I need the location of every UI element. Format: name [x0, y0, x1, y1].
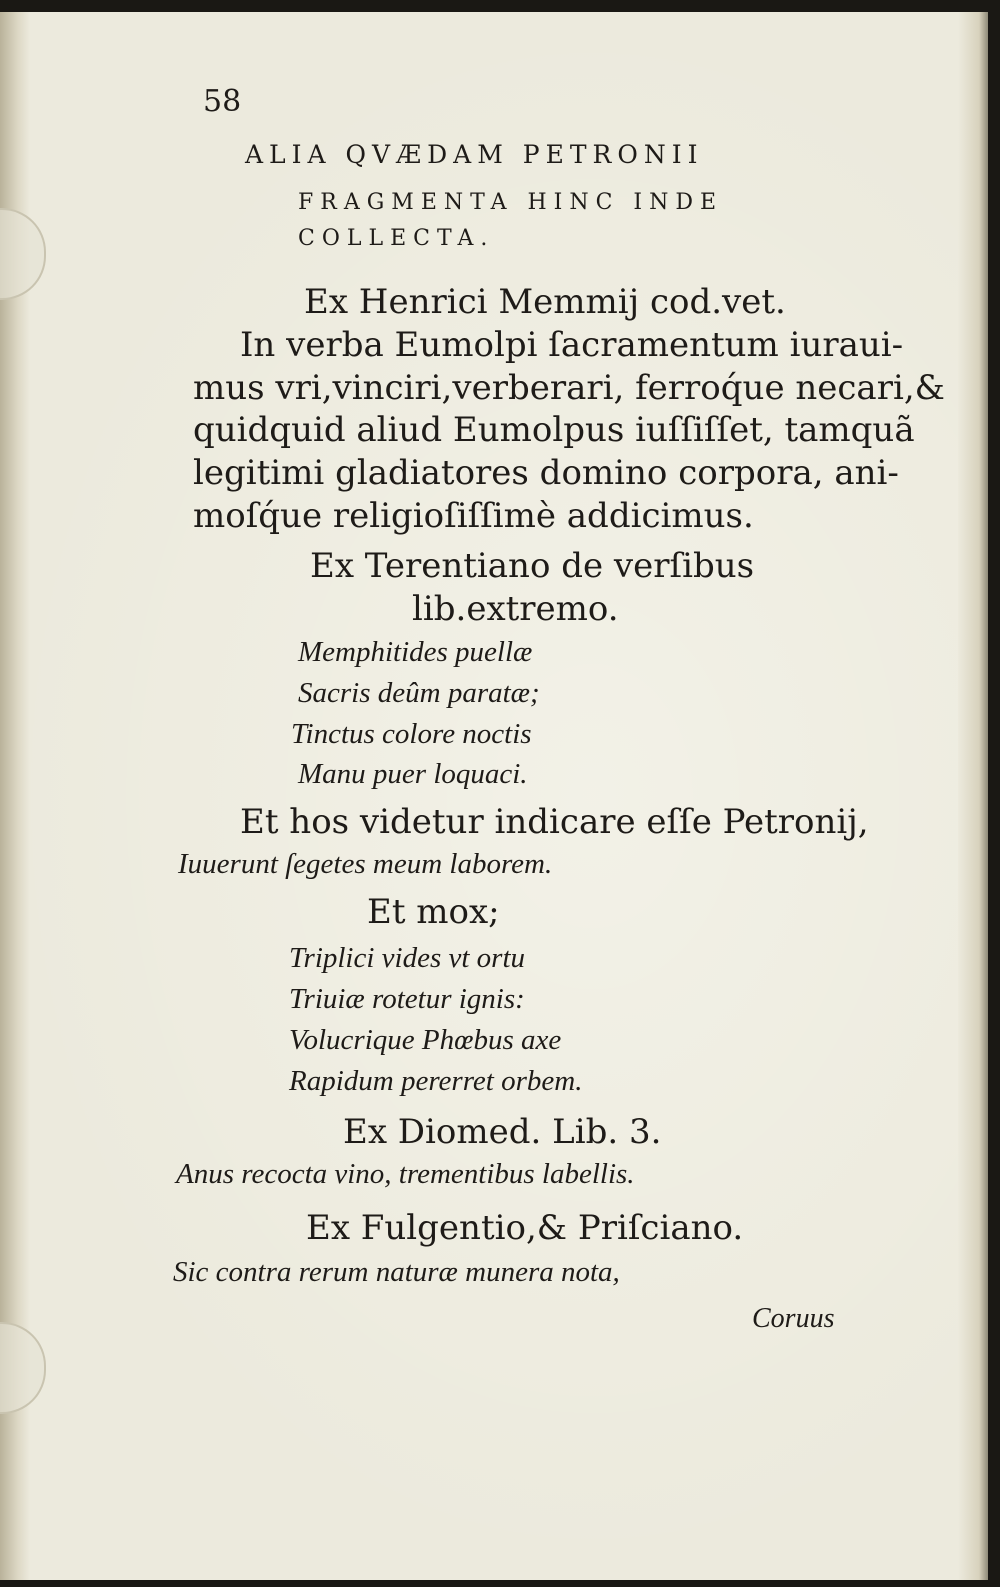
source-heading: lib.extremo.: [412, 589, 619, 629]
source-heading: Ex Terentiano de verſibus: [310, 546, 755, 586]
verse-line: Volucrique Phœbus axe: [289, 1024, 562, 1056]
prose-line: quidquid aliud Eumolpus iuſſiſſet, tamquã: [193, 410, 915, 450]
source-heading: Ex Henrici Memmij cod.vet.: [304, 282, 786, 322]
prose-line: mus vri,vinciri,verberari, ferroq́ue necari,&: [193, 368, 945, 408]
verse-line: Triplici vides vt ortu: [289, 942, 526, 974]
verse-line: Manu puer loquaci.: [298, 758, 528, 790]
section-title: ALIA QVÆDAM PETRONII: [245, 140, 704, 169]
source-heading: Ex Diomed. Lib. 3.: [343, 1112, 662, 1152]
page-tab: [0, 208, 46, 300]
verse-line: Sacris deûm paratæ;: [298, 677, 540, 709]
verse-line: Anus recocta vino, trementibus labellis.: [176, 1158, 635, 1190]
source-heading: Et mox;: [367, 892, 500, 932]
verse-line: Iuuerunt ſegetes meum laborem.: [178, 848, 553, 880]
page-number: 58: [203, 84, 242, 119]
verse-line: Sic contra rerum naturæ munera nota,: [173, 1256, 620, 1288]
catchword: Coruus: [752, 1303, 835, 1334]
page-tab: [0, 1322, 46, 1414]
book-page: [0, 12, 988, 1580]
prose-line: legitimi gladiatores domino corpora, ani-: [193, 453, 899, 493]
verse-line: Rapidum pererret orbem.: [289, 1065, 583, 1097]
prose-line: Et hos videtur indicare eſſe Petronij,: [240, 802, 869, 842]
verse-line: Triuiæ rotetur ignis:: [289, 983, 525, 1015]
verse-line: Tinctus colore noctis: [291, 718, 532, 750]
section-title: COLLECTA.: [298, 226, 495, 251]
prose-line: In verba Eumolpi ſacramentum iuraui-: [240, 325, 904, 365]
source-heading: Ex Fulgentio,& Priſciano.: [306, 1208, 744, 1248]
section-title: FRAGMENTA HINC INDE: [298, 190, 724, 215]
verse-line: Memphitides puellæ: [298, 636, 533, 668]
prose-line: moſq́ue religioſiſſimè addicimus.: [193, 496, 754, 536]
page-edge: [958, 12, 988, 1580]
